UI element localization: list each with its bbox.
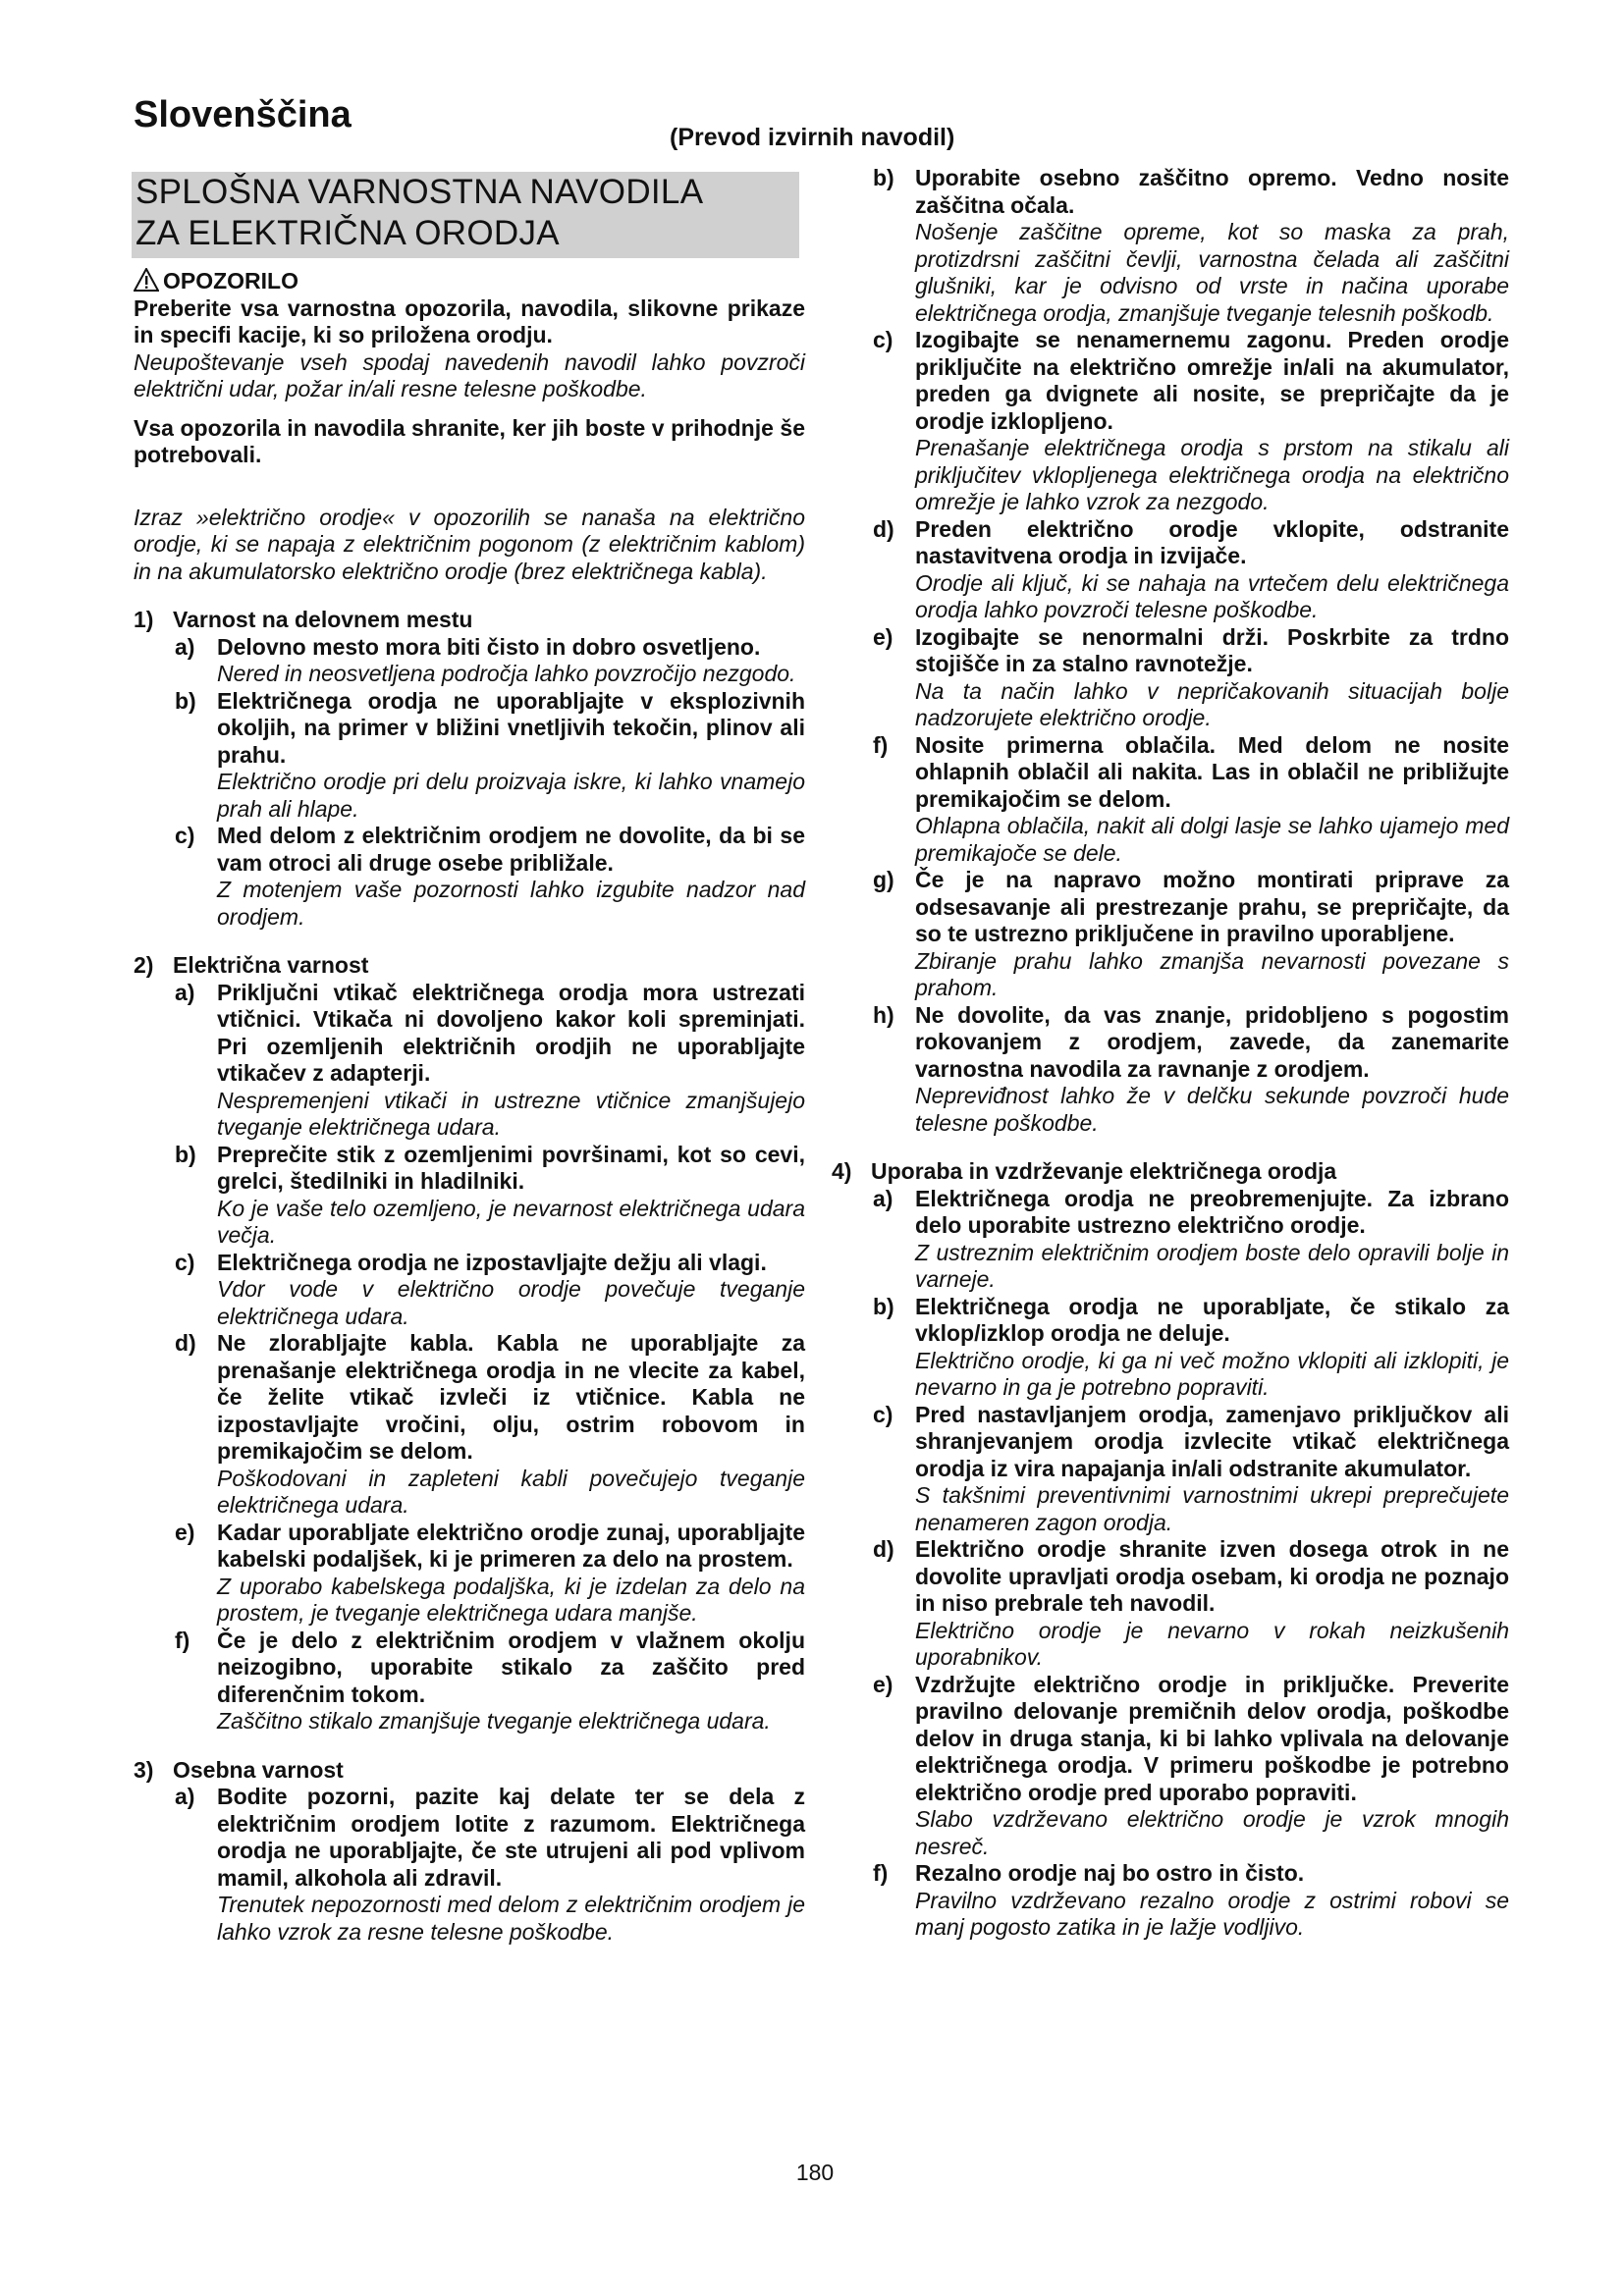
section-title: Uporaba in vzdrževanje električnega orodja xyxy=(871,1158,1337,1184)
list-item-row xyxy=(134,1520,805,1574)
item-instruction: Vzdržujte električno orodje in priključke. Preverite pravilno delovanje premičnih delov orodja, poškodbe delov in druga stanja, ki bi lahko vplivala na delovanje električnega orodja. V primeru poškodbe je potrebno električno orodje pred uporabo popraviti. xyxy=(915,1671,1509,1805)
list-item xyxy=(832,1860,1509,1942)
item-letter: d) xyxy=(873,515,894,542)
item-explanation: Prenašanje električnega orodja s prstom na stikalu ali priključitev vklopljenega električnega orodja na električno omrežje je lahko vzrok za nezgodo. xyxy=(915,435,1509,514)
item-letter: h) xyxy=(873,1001,894,1028)
item-explanation: S takšnimi preventivnimi varnostnimi ukrepi preprečujete nenameren zagon orodja. xyxy=(915,1482,1509,1535)
item-letter: a) xyxy=(175,633,195,660)
item-instruction: Bodite pozorni, pazite kaj delate ter se dela z električnim orodjem lotite z razumom. Električnega orodja ne uporabljajte, če ste utrujeni ali pod vplivom mamil, alkohola ali zdravil. xyxy=(217,1784,805,1891)
left-sections xyxy=(134,607,805,1946)
list-item xyxy=(832,624,1509,732)
intro-read-all: Preberite vsa varnostna opozorila, navodila, slikovne prikaze in specifi kacije, ki so priložena orodju. xyxy=(134,294,805,347)
list-item-row xyxy=(832,1860,1509,1888)
item-explanation: Električno orodje, ki ga ni več možno vklopiti ali izklopiti, je nevarno in ga je potrebno popraviti. xyxy=(915,1347,1509,1400)
item-explanation: Nepreviđnost lahko že v delčku sekunde povzroči hude telesne poškodbe. xyxy=(915,1083,1509,1136)
list-item xyxy=(134,1784,805,1946)
item-letter: e) xyxy=(873,623,893,650)
item-instruction: Priključni vtikač električnega orodja mora ustrezati vtičnici. Vtikača ni dovoljeno kakor koli spreminjati. Pri ozemljenih električnih orodjih ne uporabljajte vtikačev z adapterji. xyxy=(217,979,805,1086)
page-number: 180 xyxy=(795,2160,835,2185)
item-instruction: Če je delo z električnim orodjem v vlažnem okolju neizogibno, uporabite stikalo za zaščito pred diferenčnim tokom. xyxy=(217,1627,805,1707)
list-item-row xyxy=(832,867,1509,948)
item-letter: f) xyxy=(873,731,889,758)
item-explanation: Slabo vzdrževano električno orodje je vzrok mnogih nesreč. xyxy=(915,1806,1509,1859)
item-letter: f) xyxy=(873,1860,889,1886)
item-letter: g) xyxy=(873,867,894,892)
item-explanation: Trenutek nepozornosti med delom z električnim orodjem je lahko vzrok za resne telesne poškodbe. xyxy=(217,1892,805,1945)
list-item-row xyxy=(134,1784,805,1892)
item-explanation: Nespremenjeni vtikači in ustrezne vtičnice zmanjšujejo tveganje električnega udara. xyxy=(217,1087,805,1140)
item-letter: c) xyxy=(175,1249,195,1275)
item-letter: b) xyxy=(873,1293,894,1319)
item-letter: e) xyxy=(175,1519,195,1545)
item-explanation: Zaščitno stikalo zmanjšuje tveganje električnega udara. xyxy=(217,1708,771,1734)
section-title: Osebna varnost xyxy=(173,1756,344,1783)
list-item xyxy=(134,1330,805,1520)
section-number: 4) xyxy=(832,1158,852,1184)
item-instruction: Izogibajte se nenormalni drži. Poskrbite za trdno stojišče in za stalno ravnotežje. xyxy=(915,623,1509,676)
page-title xyxy=(132,172,799,258)
right-sections xyxy=(832,165,1509,1942)
section-number: 2) xyxy=(134,952,154,978)
list-item xyxy=(832,1294,1509,1402)
item-explanation: Orodje ali ključ, ki se nahaja na vrtečem delu električnega orodja lahko povzroči telesne poškodbe. xyxy=(915,569,1509,622)
item-instruction: Kadar uporabljate električno orodje zunaj, uporabljajte kabelski podaljšek, ki je primeren za delo na prostem. xyxy=(217,1519,805,1572)
list-item-row xyxy=(832,327,1509,435)
list-item-row xyxy=(832,1002,1509,1084)
list-item xyxy=(832,327,1509,516)
intro-term-definition: Izraz »električno orodje« v opozorilih se nanaša na električno orodje, ki se napaja z električnim pogonom (z električnim kablom) in na akumulatorsko električno orodje (brez električnega kabla). xyxy=(134,504,805,584)
item-explanation: Ko je vaše telo ozemljeno, je nevarnost električnega udara večja. xyxy=(217,1195,805,1248)
item-explanation: Ohlapna oblačila, nakit ali dolgi lasje se lahko ujamejo med premikajoče se dele. xyxy=(915,813,1509,866)
list-item xyxy=(832,516,1509,624)
list-item-row xyxy=(134,688,805,770)
item-instruction: Preprečite stik z ozemljenimi površinami, kot so cevi, grelci, štedilniki in hladilniki. xyxy=(217,1141,805,1194)
item-explanation: Vdor vode v električno orodje povečuje tveganje električnega udara. xyxy=(217,1276,805,1329)
list-item-row xyxy=(832,1294,1509,1348)
list-item-row xyxy=(832,1186,1509,1240)
item-explanation: Zbiranje prahu lahko zmanjša nevarnosti povezane s prahom. xyxy=(915,947,1509,1000)
list-item xyxy=(134,823,805,931)
item-instruction: Preden električno orodje vklopite, odstranite nastavitvena orodja in izvijače. xyxy=(915,515,1509,568)
list-item xyxy=(832,1672,1509,1861)
list-item xyxy=(134,688,805,824)
item-letter: b) xyxy=(873,165,894,190)
item-explanation: Z ustreznim električnim orodjem boste delo opravili bolje in varneje. xyxy=(915,1239,1509,1292)
item-instruction: Izogibajte se nenamernemu zagonu. Preden orodje priključite na električno omrežje in/ali na akumulator, preden ga dvignete ali nosite, se prepričajte da je orodje izklopljeno. xyxy=(915,327,1509,434)
list-item-row xyxy=(832,516,1509,570)
right-column xyxy=(832,165,1509,1942)
section-heading xyxy=(832,1158,1509,1186)
item-letter: b) xyxy=(175,687,196,714)
item-explanation: Pravilno vzdrževano rezalno orodje z ostrimi robovi se manj pogosto zatika in je lažje vodljivo. xyxy=(915,1887,1509,1940)
list-item xyxy=(134,1520,805,1628)
item-explanation: Poškodovani in zapleteni kabli povečujejo tveganje električnega udara. xyxy=(217,1465,805,1518)
warning-label: OPOZORILO xyxy=(163,268,298,294)
item-instruction: Električnega orodja ne preobremenjujte. Za izbrano delo uporabite ustrezno električno orodje. xyxy=(915,1185,1509,1238)
item-instruction: Rezalno orodje naj bo ostro in čisto. xyxy=(915,1860,1305,1886)
item-instruction: Če je na napravo možno montirati priprave za odsesavanje ali prestrezanje prahu, se prepričajte, da so te ustrezno priključene in pravilno uporabljene. xyxy=(915,867,1509,946)
warning-heading xyxy=(134,268,805,295)
intro-keep-instructions: Vsa opozorila in navodila shranite, ker jih boste v prihodnje še potrebovali. xyxy=(134,414,805,467)
section-title: Električna varnost xyxy=(173,952,369,978)
item-explanation: Z motenjem vaše pozornosti lahko izgubite nadzor nad orodjem. xyxy=(217,877,805,930)
item-letter: f) xyxy=(175,1627,190,1653)
item-explanation: Na ta način lahko v nepričakovanih situacijah bolje nadzorujete električno orodje. xyxy=(915,677,1509,730)
item-explanation: Nošenje zaščitne opreme, kot so maska za prah, protizdrsni zaščitni čevlji, varnostna čelada ali zaščitni glušniki, kar je odvisno od vrste in načina uporabe električnega orodja, zmanjšuje tveganje telesnih poškodb. xyxy=(915,219,1509,326)
item-instruction: Ne zlorabljajte kabla. Kabla ne uporabljajte za prenašanje električnega orodja in ne vlecite za kabel, če želite vtikač izvleči iz vtičnice. Kabla ne izpostavljajte vročini, olju, ostrim robovom in premikajočim se delom. xyxy=(217,1330,805,1464)
list-item-row xyxy=(832,1402,1509,1483)
list-item-row xyxy=(832,1672,1509,1807)
item-instruction: Električnega orodja ne izpostavljajte dežju ali vlagi. xyxy=(217,1249,767,1275)
list-item xyxy=(134,1250,805,1331)
list-item-row xyxy=(832,732,1509,814)
item-letter: c) xyxy=(873,327,893,352)
list-item-row xyxy=(134,1330,805,1466)
list-item-row xyxy=(134,980,805,1088)
list-item-row xyxy=(134,823,805,877)
intro-consequence: Neupoštevanje vseh spodaj navedenih navodil lahko povzroči električni udar, požar in/ali resne telesne poškodbe. xyxy=(134,348,805,401)
item-instruction: Uporabite osebno zaščitno opremo. Vedno nosite zaščitna očala. xyxy=(915,165,1509,218)
section-title: Varnost na delovnem mestu xyxy=(173,607,473,632)
section-number: 1) xyxy=(134,607,154,632)
item-letter: d) xyxy=(175,1330,196,1356)
list-item xyxy=(832,732,1509,868)
document-subtitle: (Prevod izvirnih navodil) xyxy=(670,124,955,151)
list-item-row xyxy=(134,634,805,662)
item-letter: a) xyxy=(873,1185,893,1211)
item-letter: a) xyxy=(175,1784,195,1809)
list-item-row xyxy=(134,1250,805,1277)
list-item-row xyxy=(134,1142,805,1196)
item-instruction: Ne dovolite, da vas znanje, pridobljeno s pogostim rokovanjem z orodjem, zavede, da zanemarite varnostna navodila za ravnanje z orodjem. xyxy=(915,1001,1509,1082)
section-heading xyxy=(134,1757,805,1785)
item-explanation: Električno orodje pri delu proizvaja iskre, ki lahko vnamejo prah ali hlape. xyxy=(217,769,805,822)
list-item xyxy=(832,1186,1509,1294)
list-item-row xyxy=(832,1536,1509,1618)
list-item xyxy=(832,1002,1509,1138)
item-explanation: Nered in neosvetljena področja lahko povzročijo nezgodo. xyxy=(217,661,796,686)
item-instruction: Med delom z električnim orodjem ne dovolite, da bi se vam otroci ali druge osebe približale. xyxy=(217,823,805,876)
page-title-line-1: SPLOŠNA VARNOSTNA NAVODILA xyxy=(135,173,704,211)
list-item xyxy=(134,1142,805,1250)
list-item xyxy=(134,634,805,688)
item-letter: c) xyxy=(873,1401,893,1427)
page-title-line-2: ZA ELEKTRIČNA ORODJA xyxy=(135,214,560,252)
list-item-row xyxy=(832,165,1509,219)
item-explanation: Električno orodje je nevarno v rokah neizkušenih uporabnikov. xyxy=(915,1617,1509,1670)
item-letter: d) xyxy=(873,1536,894,1562)
left-column xyxy=(134,268,805,1946)
list-item xyxy=(832,1536,1509,1672)
warning-triangle-icon xyxy=(134,268,159,292)
item-instruction: Električno orodje shranite izven dosega otrok in ne dovolite upravljati orodja osebam, ki orodja ne poznajo in niso prebrale teh navodil. xyxy=(915,1536,1509,1616)
item-instruction: Nosite primerna oblačila. Med delom ne nosite ohlapnih oblačil ali nakita. Las in oblačil ne približujte premikajočim se delom. xyxy=(915,731,1509,812)
item-letter: c) xyxy=(175,823,195,848)
list-item xyxy=(832,165,1509,327)
section-number: 3) xyxy=(134,1756,154,1783)
language-heading: Slovenščina xyxy=(134,94,352,135)
list-item xyxy=(134,980,805,1142)
item-explanation: Z uporabo kabelskega podaljška, ki je izdelan za delo na prostem, je tveganje električnega udara manjše. xyxy=(217,1573,805,1626)
section-heading xyxy=(134,607,805,634)
list-item-row xyxy=(832,624,1509,678)
list-item-row xyxy=(134,1628,805,1709)
item-letter: a) xyxy=(175,979,195,1005)
list-item xyxy=(832,1402,1509,1537)
section-heading xyxy=(134,952,805,980)
item-letter: b) xyxy=(175,1141,196,1167)
item-instruction: Delovno mesto mora biti čisto in dobro osvetljeno. xyxy=(217,633,761,660)
item-instruction: Električnega orodja ne uporabljate, če stikalo za vklop/izklop orodja ne deluje. xyxy=(915,1293,1509,1346)
list-item xyxy=(134,1628,805,1735)
item-instruction: Električnega orodja ne uporabljajte v eksplozivnih okoljih, na primer v bližini vnetljivih tekočin, plinov ali prahu. xyxy=(217,687,805,768)
item-instruction: Pred nastavljanjem orodja, zamenjavo priključkov ali shranjevanjem orodja izvlecite vtikač električnega orodja iz vira napajanja in/ali odstranite akumulator. xyxy=(915,1401,1509,1481)
list-item xyxy=(832,867,1509,1002)
item-letter: e) xyxy=(873,1671,893,1697)
